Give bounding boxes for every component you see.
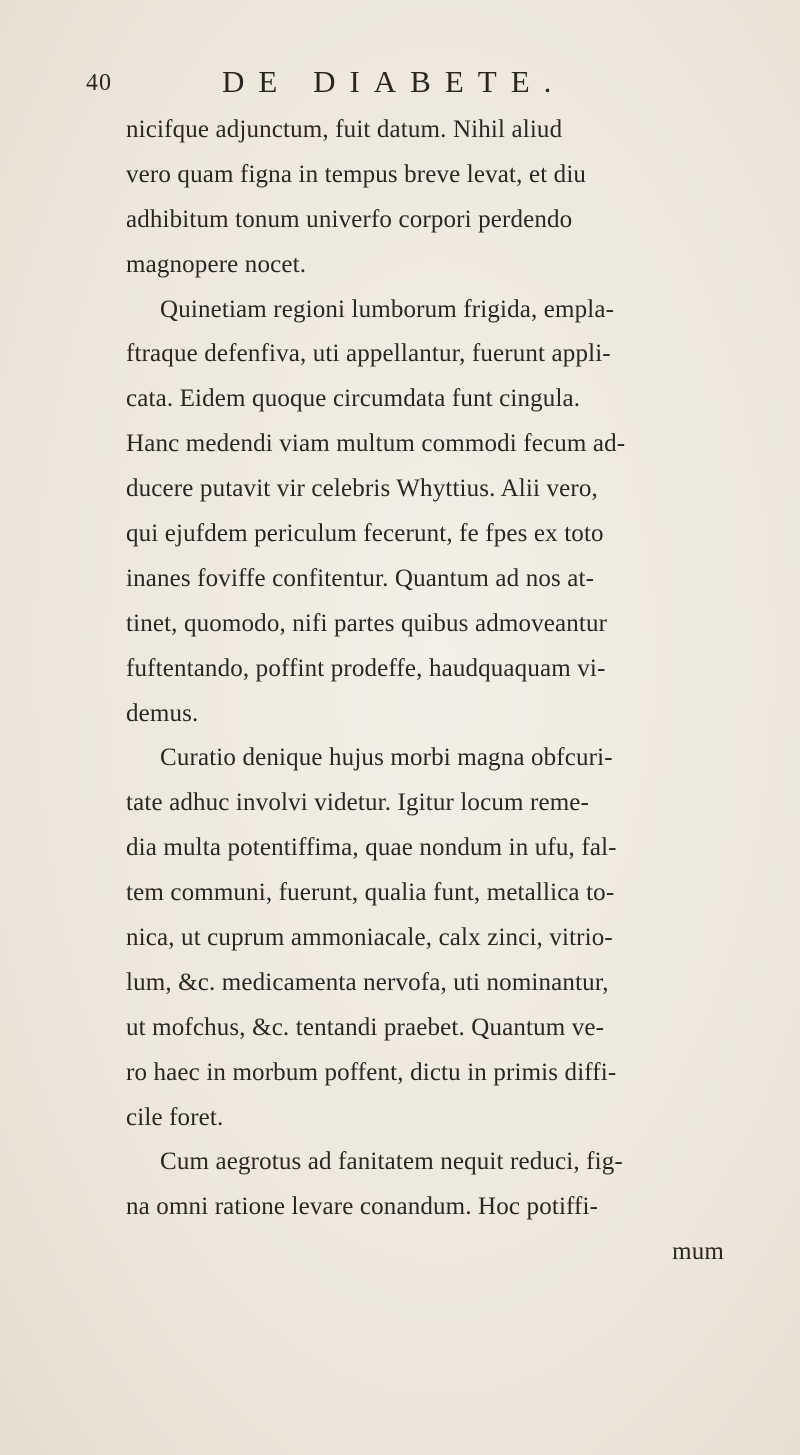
body-text — [126, 108, 776, 1275]
text-line: Hanc medendi viam multum commodi fecum ad- — [126, 430, 626, 458]
text-line: nicifque adjunctum, fuit datum. Nihil aliud — [126, 116, 563, 143]
text-line: ro haec in morbum poffent, dictu in primis diffi- — [126, 1058, 617, 1086]
text-line: ducere putavit vir celebris Whyttius. Alii vero, — [126, 475, 598, 503]
text-line: Quinetiam regioni lumborum frigida, empla- — [160, 295, 615, 323]
text-line: nica, ut cuprum ammoniacale, calx zinci, vitrio- — [126, 924, 613, 952]
running-title: DE DIABETE. — [222, 64, 566, 99]
text-line: vero quam figna in tempus breve levat, et diu — [126, 160, 587, 188]
catchword: mum — [672, 1238, 724, 1266]
page-header — [86, 64, 746, 104]
text-line: lum, &c. medicamenta nervofa, uti nominantur, — [126, 968, 609, 996]
text-line: demus. — [126, 699, 199, 727]
text-line: qui ejufdem periculum fecerunt, fe fpes ex toto — [126, 520, 604, 548]
text-line: ut mofchus, &c. tentandi praebet. Quantum ve- — [126, 1013, 605, 1041]
text-line: adhibitum tonum univerfo corpori perdendo — [126, 205, 573, 233]
text-line: Cum aegrotus ad fanitatem nequit reduci, fig- — [160, 1148, 623, 1176]
text-line: fuftentando, poffint prodeffe, haudquaquam vi- — [126, 654, 606, 682]
text-line: inanes foviffe confitentur. Quantum ad nos at- — [126, 564, 595, 592]
text-line: ftraque defenfiva, uti appellantur, fuerunt appli- — [126, 340, 611, 368]
text-line: tinet, quomodo, nifi partes quibus admoveantur — [126, 609, 608, 637]
text-line: tate adhuc involvi videtur. Igitur locum reme- — [126, 789, 590, 817]
page-number: 40 — [86, 70, 112, 96]
text-line: magnopere nocet. — [126, 250, 307, 278]
text-line: na omni ratione levare conandum. Hoc potiffi- — [126, 1193, 599, 1221]
text-line: Curatio denique hujus morbi magna obfcuri- — [160, 744, 613, 772]
text-line: cile foret. — [126, 1103, 224, 1131]
text-line: tem communi, fuerunt, qualia funt, metallica to- — [126, 879, 615, 907]
text-line: cata. Eidem quoque circumdata funt cingula. — [126, 385, 581, 413]
text-line: dia multa potentiffima, quae nondum in ufu, fal- — [126, 834, 617, 862]
